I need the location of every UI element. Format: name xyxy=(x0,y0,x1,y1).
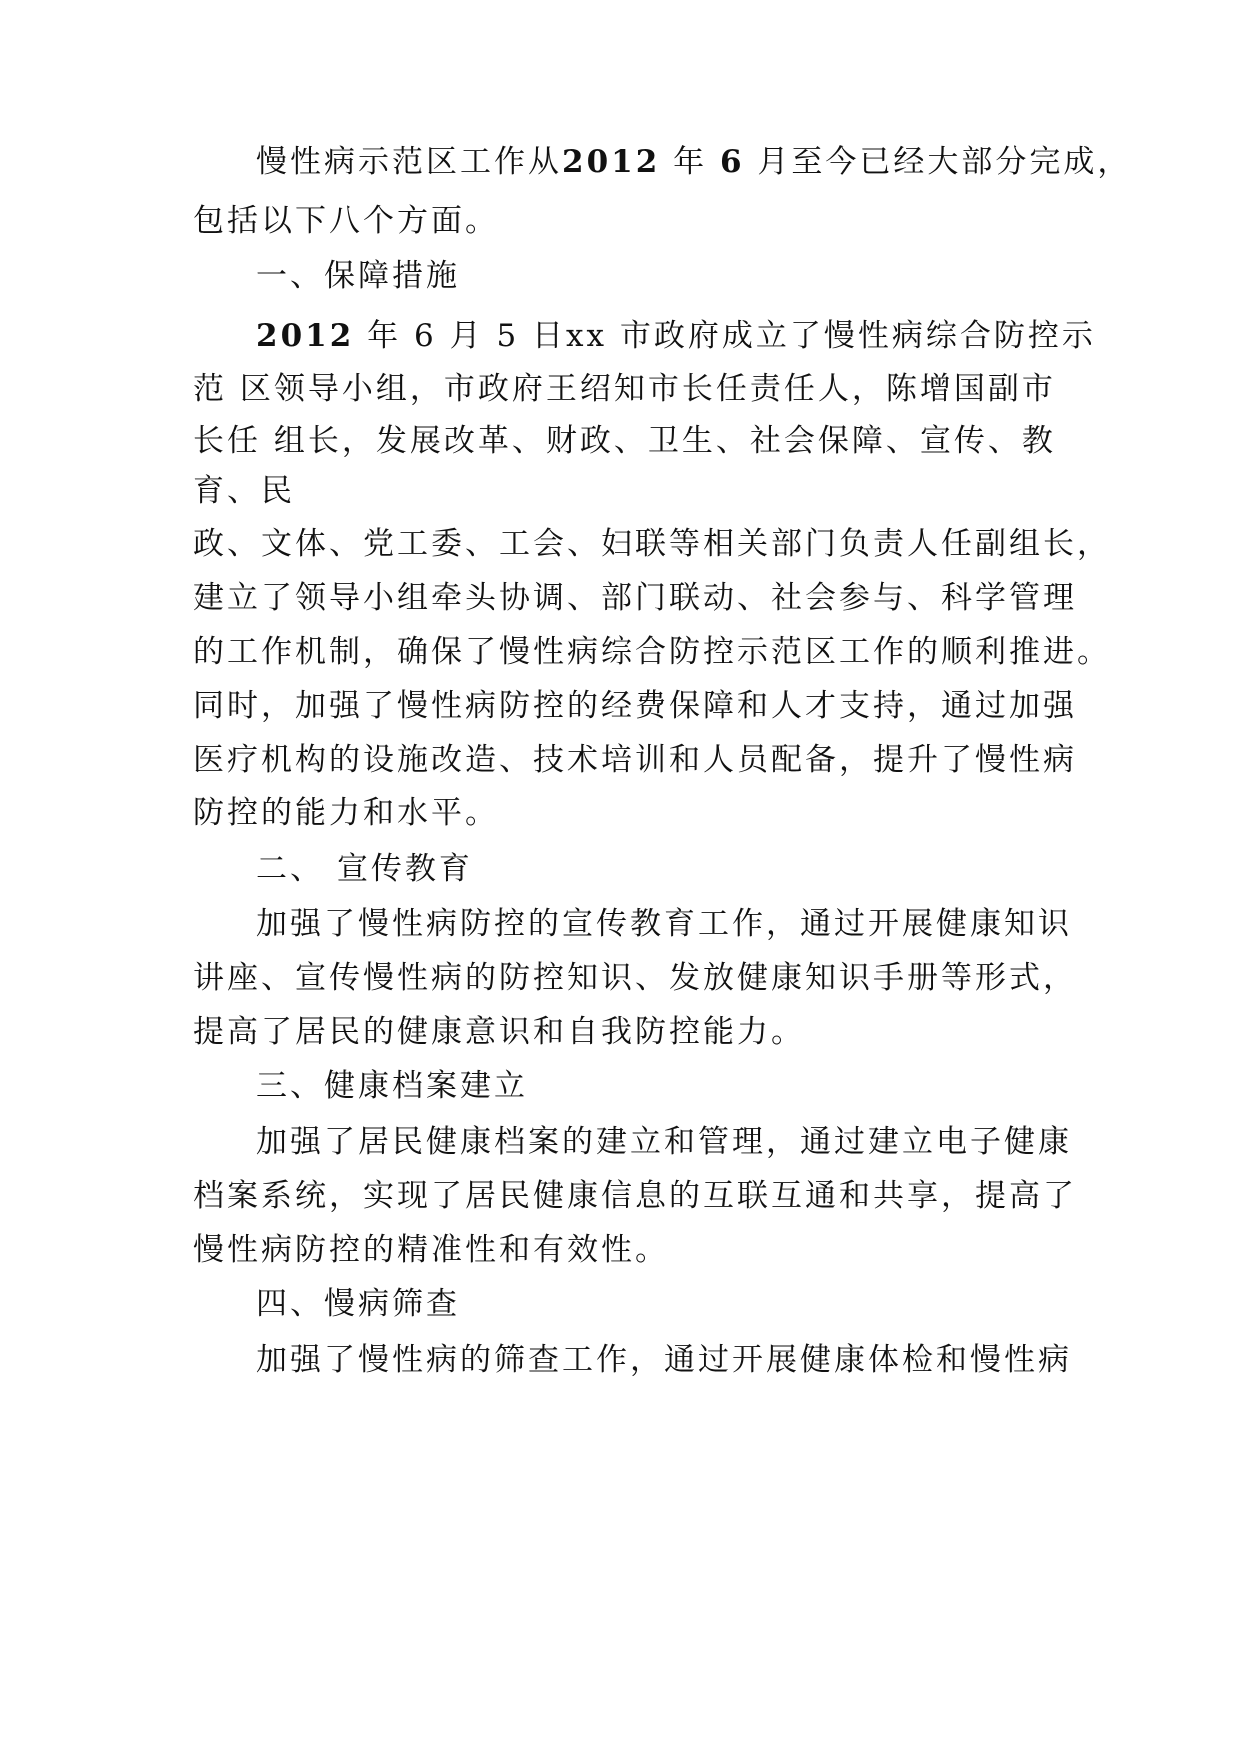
section-heading-2: 二、 宣传教育 xyxy=(256,851,473,887)
paragraph-line: 建立了领导小组牵头协调、部门联动、社会参与、科学管理 xyxy=(193,580,1077,616)
paragraph-line: 育、民 xyxy=(193,473,295,509)
paragraph-line: 加强了慢性病的筛查工作，通过开展健康体检和慢性病 xyxy=(256,1342,1072,1378)
paragraph-line: 的工作机制，确保了慢性病综合防控示范区工作的顺利推进。 xyxy=(193,634,1111,670)
intro-line-2: 包括以下八个方面。 xyxy=(193,203,499,239)
section-heading-1: 一、保障措施 xyxy=(256,258,460,294)
section-heading-4: 四、慢病筛查 xyxy=(256,1286,460,1322)
paragraph-line: 提高了居民的健康意识和自我防控能力。 xyxy=(193,1014,805,1050)
paragraph-line: 医疗机构的设施改造、技术培训和人员配备，提升了慢性病 xyxy=(193,742,1077,778)
paragraph-line: 档案系统，实现了居民健康信息的互联互通和共享，提高了 xyxy=(193,1178,1077,1214)
paragraph-line: 讲座、宣传慢性病的防控知识、发放健康知识手册等形式， xyxy=(193,960,1077,996)
paragraph-line: 慢性病防控的精准性和有效性。 xyxy=(193,1232,669,1268)
paragraph-line: 加强了慢性病防控的宣传教育工作，通过开展健康知识 xyxy=(256,906,1072,942)
paragraph-line: 2012 年 6 月 5 日xx 市政府成立了慢性病综合防控示 xyxy=(256,318,1096,354)
paragraph-line: 防控的能力和水平。 xyxy=(193,795,499,831)
paragraph-line: 长任 组长，发展改革、财政、卫生、社会保障、宣传、教 xyxy=(193,423,1056,459)
paragraph-line: 加强了居民健康档案的建立和管理，通过建立电子健康 xyxy=(256,1124,1072,1160)
paragraph-line: 政、文体、党工委、工会、妇联等相关部门负责人任副组长， xyxy=(193,526,1111,562)
section-heading-3: 三、健康档案建立 xyxy=(256,1068,528,1104)
paragraph-line: 同时，加强了慢性病防控的经费保障和人才支持，通过加强 xyxy=(193,688,1077,724)
paragraph-line: 范 区领导小组，市政府王绍知市长任责任人，陈增国副市 xyxy=(193,371,1056,407)
intro-line-1: 慢性病示范区工作从2012 年 6 月至今已经大部分完成， xyxy=(256,144,1132,180)
